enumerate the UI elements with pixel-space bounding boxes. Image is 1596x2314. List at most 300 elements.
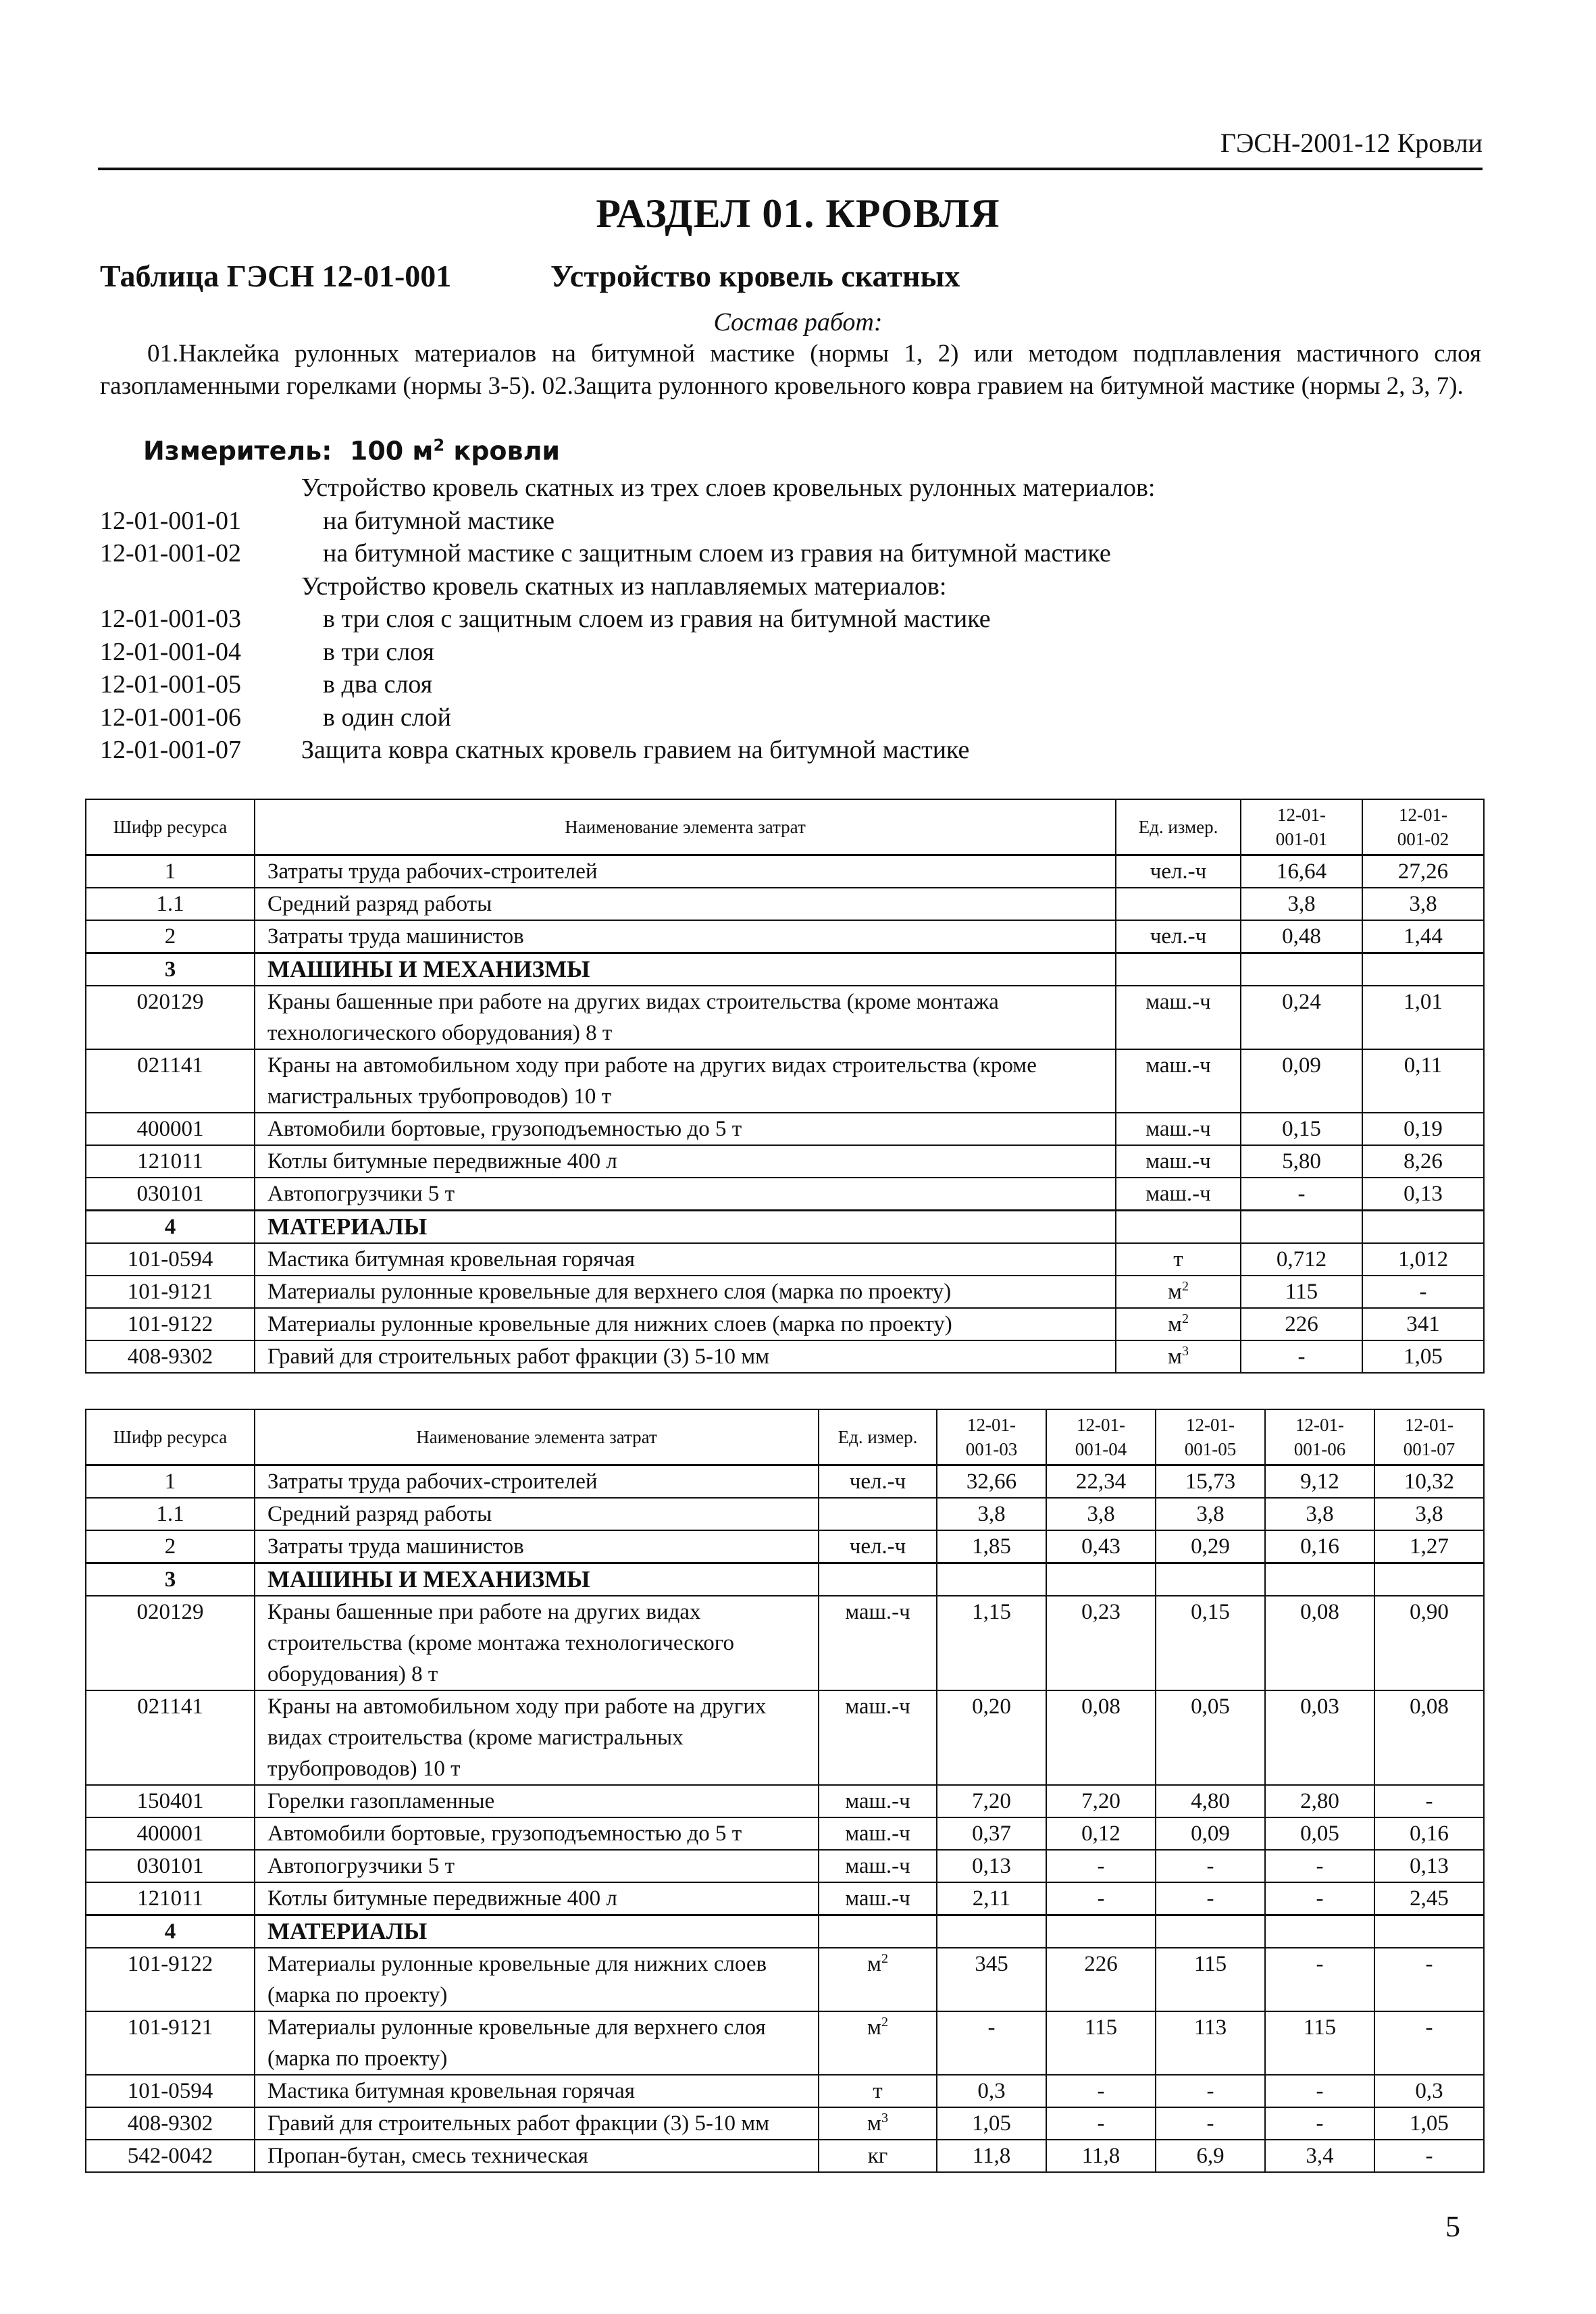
unit-cell xyxy=(819,1465,937,1499)
cost-element-name: Краны башенные при работе на других видах строительства (кроме монтажа технологического оборудования) 8 т xyxy=(255,1596,819,1690)
table-row xyxy=(86,1178,1484,1211)
norm-value: 0,13 xyxy=(937,1850,1046,1882)
norm-value: 0,05 xyxy=(1265,1817,1374,1850)
work-composition-text: 01.Наклейка рулонных материалов на битумной мастике (нормы 1, 2) или методом подплавления мастичного слоя газопламенными горелками (нормы 3-5). 02.Защита рулонного кровельного ковра гравием на битумной мастике (нормы 2, 3, 7). xyxy=(100,340,1481,400)
table-row xyxy=(86,1817,1484,1850)
norm-value: 1,05 xyxy=(1374,2107,1484,2140)
unit-cell xyxy=(819,2140,937,2172)
norm-value: 27,26 xyxy=(1362,855,1484,888)
unit-cell xyxy=(819,2011,937,2075)
table-row xyxy=(86,2075,1484,2107)
table-code: Таблица ГЭСН 12-01-001 xyxy=(100,259,452,293)
col-header-resource-code: Шифр ресурса xyxy=(86,1409,255,1465)
cost-element-name: Горелки газопламенные xyxy=(255,1785,819,1817)
cost-element-name: Материалы рулонные кровельные для верхнего слоя (марка по проекту) xyxy=(255,2011,819,2075)
norm-value: - xyxy=(1046,2075,1156,2107)
norm-value: 341 xyxy=(1362,1308,1484,1340)
resource-code: 021141 xyxy=(86,1690,255,1785)
norm-value: 0,90 xyxy=(1374,1596,1484,1690)
norm-value: 226 xyxy=(1046,1948,1156,2011)
norm-value: 3,8 xyxy=(937,1498,1046,1530)
norm-text: Защита ковра скатных кровель гравием на битумной мастике xyxy=(301,736,970,764)
table-row xyxy=(86,1340,1484,1373)
norm-code: 12-01-001-06 xyxy=(100,703,241,732)
table-title: Устройство кровель скатных xyxy=(550,259,960,293)
norm-value: 115 xyxy=(1156,1948,1265,2011)
norm-value: 7,20 xyxy=(1046,1785,1156,1817)
table-row xyxy=(86,1145,1484,1178)
col-header-norm-2: 12-01- 001-02 xyxy=(1362,799,1484,855)
norm-value: 0,37 xyxy=(937,1817,1046,1850)
norm-value: 0,29 xyxy=(1156,1530,1265,1563)
table-row xyxy=(86,1596,1484,1690)
norm-value xyxy=(1374,1563,1484,1596)
norm-value: 115 xyxy=(1265,2011,1374,2075)
resource-code: 020129 xyxy=(86,986,255,1049)
unit-cell xyxy=(819,2107,937,2140)
norm-value: 1,15 xyxy=(937,1596,1046,1690)
col-header-norm-1: 12-01- 001-01 xyxy=(1241,799,1362,855)
norm-value xyxy=(1241,1211,1362,1244)
unit-cell xyxy=(1116,1145,1241,1178)
unit-superscript: 2 xyxy=(1181,1279,1189,1294)
norm-value: 0,3 xyxy=(937,2075,1046,2107)
norm-value xyxy=(1156,1915,1265,1948)
norm-value: - xyxy=(1265,2075,1374,2107)
unit-cell xyxy=(819,1882,937,1915)
norm-text: в один слой xyxy=(323,703,452,732)
cost-element-name: Средний разряд работы xyxy=(255,888,1116,920)
norm-code: 12-01-001-04 xyxy=(100,637,241,666)
unit-text: чел.-ч xyxy=(849,1534,906,1559)
unit-superscript: 2 xyxy=(881,1951,888,1966)
norm-value: 226 xyxy=(1241,1308,1362,1340)
unit-text: чел.-ч xyxy=(1150,859,1207,884)
norm-value: 0,19 xyxy=(1362,1113,1484,1145)
resource-code: 030101 xyxy=(86,1178,255,1211)
cost-element-name: Материалы рулонные кровельные для нижних слоев (марка по проекту) xyxy=(255,1948,819,2011)
norm-value: 1,05 xyxy=(1362,1340,1484,1373)
unit-label: Измеритель: xyxy=(143,436,332,466)
norm-value: - xyxy=(1362,1276,1484,1308)
norm-value: 113 xyxy=(1156,2011,1265,2075)
norm-value: - xyxy=(1265,1882,1374,1915)
norm-value: 2,45 xyxy=(1374,1882,1484,1915)
cost-element-name: Автопогрузчики 5 т xyxy=(255,1178,1116,1211)
cost-element-name: Котлы битумные передвижные 400 л xyxy=(255,1882,819,1915)
table-header-row xyxy=(86,1409,1484,1465)
cost-element-name: МАШИНЫ И МЕХАНИЗМЫ xyxy=(255,953,1116,986)
norm-code: 12-01-001-01 xyxy=(100,506,241,535)
cost-element-name: Гравий для строительных работ фракции (3) 5-10 мм xyxy=(255,2107,819,2140)
table-row xyxy=(86,1498,1484,1530)
unit-cell xyxy=(1116,1276,1241,1308)
norm-value: 0,08 xyxy=(1374,1690,1484,1785)
norm-text: в три слоя с защитным слоем из гравия на битумной мастике xyxy=(323,605,991,633)
norm-value: - xyxy=(1156,2075,1265,2107)
unit-value: 100 м xyxy=(349,436,434,466)
table-row xyxy=(86,1465,1484,1499)
cost-element-name: Краны башенные при работе на других видах строительства (кроме монтажа технологического оборудования) 8 т xyxy=(255,986,1116,1049)
table-group-heading-row xyxy=(86,1211,1484,1244)
unit-cell xyxy=(1116,953,1241,986)
unit-text: маш.-ч xyxy=(1145,990,1211,1014)
table-header-row xyxy=(86,799,1484,855)
unit-cell xyxy=(819,1498,937,1530)
norm-value: - xyxy=(1046,1882,1156,1915)
norm-value: 4,80 xyxy=(1156,1785,1265,1817)
cost-element-name: Затраты труда машинистов xyxy=(255,920,1116,953)
resource-code: 1.1 xyxy=(86,888,255,920)
col-header-norm-2: 12-01- 001-04 xyxy=(1046,1409,1156,1465)
col-header-resource-code: Шифр ресурса xyxy=(86,799,255,855)
col-header-norm-5: 12-01- 001-07 xyxy=(1374,1409,1484,1465)
norm-value: 3,4 xyxy=(1265,2140,1374,2172)
norm-value: 0,11 xyxy=(1362,1049,1484,1113)
table-row xyxy=(86,1530,1484,1563)
norm-value: 1,27 xyxy=(1374,1530,1484,1563)
unit-cell xyxy=(819,1817,937,1850)
unit-text: маш.-ч xyxy=(845,1854,910,1878)
unit-text: маш.-ч xyxy=(845,1789,910,1813)
resource-table-1 xyxy=(85,799,1485,1374)
table-row xyxy=(86,1308,1484,1340)
norm-value: 10,32 xyxy=(1374,1465,1484,1499)
col-header-norm-4: 12-01- 001-06 xyxy=(1265,1409,1374,1465)
table-row xyxy=(86,1276,1484,1308)
norm-value: - xyxy=(1241,1340,1362,1373)
cost-element-name: Мастика битумная кровельная горячая xyxy=(255,2075,819,2107)
norm-value xyxy=(1374,1915,1484,1948)
cost-element-name: Котлы битумные передвижные 400 л xyxy=(255,1145,1116,1178)
norm-code: 12-01-001-03 xyxy=(100,605,241,633)
norm-value: - xyxy=(1374,1948,1484,2011)
norm-code: 12-01-001-07 xyxy=(100,736,241,764)
unit-cell xyxy=(819,1596,937,1690)
norm-text: в три слоя xyxy=(323,637,434,666)
norm-value: 0,09 xyxy=(1156,1817,1265,1850)
resource-code: 2 xyxy=(86,920,255,953)
unit-text: т xyxy=(873,2079,883,2103)
norm-value: 22,34 xyxy=(1046,1465,1156,1499)
norm-value xyxy=(1241,953,1362,986)
norm-value: 0,712 xyxy=(1241,1243,1362,1276)
norm-value: 0,12 xyxy=(1046,1817,1156,1850)
norm-value: - xyxy=(1046,2107,1156,2140)
col-header-cost-element: Наименование элемента затрат xyxy=(255,799,1116,855)
resource-code: 101-9122 xyxy=(86,1308,255,1340)
unit-cell xyxy=(819,1948,937,2011)
unit-tail: кровли xyxy=(444,436,561,466)
norm-value: 0,13 xyxy=(1362,1178,1484,1211)
unit-cell xyxy=(819,1785,937,1817)
unit-cell xyxy=(1116,1308,1241,1340)
cost-element-name: Пропан-бутан, смесь техническая xyxy=(255,2140,819,2172)
norm-value: - xyxy=(1374,2011,1484,2075)
norm-value: 0,15 xyxy=(1241,1113,1362,1145)
norm-value: 15,73 xyxy=(1156,1465,1265,1499)
norm-value: 0,48 xyxy=(1241,920,1362,953)
norm-value xyxy=(937,1563,1046,1596)
norm-value: 3,8 xyxy=(1156,1498,1265,1530)
unit-text: чел.-ч xyxy=(849,1469,906,1494)
norm-value: 0,16 xyxy=(1265,1530,1374,1563)
unit-superscript: 3 xyxy=(881,2111,888,2126)
norm-value: 3,8 xyxy=(1265,1498,1374,1530)
table-group-heading-row xyxy=(86,953,1484,986)
table-row xyxy=(86,986,1484,1049)
norm-text: на битумной мастике xyxy=(323,506,555,535)
cost-element-name: Мастика битумная кровельная горячая xyxy=(255,1243,1116,1276)
unit-text: маш.-ч xyxy=(845,1886,910,1911)
norm-value: 6,9 xyxy=(1156,2140,1265,2172)
norm-value: 3,8 xyxy=(1046,1498,1156,1530)
unit-text: м xyxy=(867,2015,881,2040)
resource-code: 3 xyxy=(86,1563,255,1596)
norm-value: 3,8 xyxy=(1362,888,1484,920)
table-row xyxy=(86,1049,1484,1113)
table-row xyxy=(86,1113,1484,1145)
cost-element-name: Автомобили бортовые, грузоподъемностью до 5 т xyxy=(255,1817,819,1850)
norm-value: 345 xyxy=(937,1948,1046,2011)
cost-element-name: Затраты труда машинистов xyxy=(255,1530,819,1563)
norm-value: 1,012 xyxy=(1362,1243,1484,1276)
norm-value: 0,24 xyxy=(1241,986,1362,1049)
col-header-norm-3: 12-01- 001-05 xyxy=(1156,1409,1265,1465)
norm-value: 1,85 xyxy=(937,1530,1046,1563)
norm-value: - xyxy=(1265,1948,1374,2011)
unit-cell xyxy=(1116,920,1241,953)
unit-text: маш.-ч xyxy=(845,1600,910,1624)
norm-value xyxy=(1046,1915,1156,1948)
unit-text: кг xyxy=(867,2144,888,2168)
norm-value: - xyxy=(1156,1882,1265,1915)
norm-value: - xyxy=(1046,1850,1156,1882)
col-header-cost-element: Наименование элемента затрат xyxy=(255,1409,819,1465)
table-row xyxy=(86,2011,1484,2075)
unit-cell xyxy=(819,1915,937,1948)
col-header-unit: Ед. измер. xyxy=(1116,799,1241,855)
unit-cell xyxy=(819,1530,937,1563)
unit-cell xyxy=(1116,1340,1241,1373)
norm-value: 0,13 xyxy=(1374,1850,1484,1882)
norm-value: 3,8 xyxy=(1241,888,1362,920)
unit-cell xyxy=(1116,888,1241,920)
norm-value: - xyxy=(1374,2140,1484,2172)
norm-value xyxy=(937,1915,1046,1948)
norm-value xyxy=(1362,1211,1484,1244)
cost-element-name: Краны на автомобильном ходу при работе на других видах строительства (кроме магистральных трубопроводов) 10 т xyxy=(255,1690,819,1785)
norm-value: 2,11 xyxy=(937,1882,1046,1915)
norm-value: 8,26 xyxy=(1362,1145,1484,1178)
norm-value xyxy=(1265,1915,1374,1948)
cost-element-name: Автопогрузчики 5 т xyxy=(255,1850,819,1882)
norm-value: 0,05 xyxy=(1156,1690,1265,1785)
table-row xyxy=(86,888,1484,920)
unit-text: маш.-ч xyxy=(845,1821,910,1846)
col-header-unit: Ед. измер. xyxy=(819,1409,937,1465)
table-row xyxy=(86,855,1484,888)
unit-text: м xyxy=(867,1952,881,1976)
cost-element-name: Гравий для строительных работ фракции (3) 5-10 мм xyxy=(255,1340,1116,1373)
unit-text: чел.-ч xyxy=(1150,924,1207,949)
norm-value: 2,80 xyxy=(1265,1785,1374,1817)
unit-cell xyxy=(1116,1178,1241,1211)
unit-text: маш.-ч xyxy=(1145,1053,1211,1078)
resource-code: 1 xyxy=(86,1465,255,1499)
work-composition-heading: Состав работ: xyxy=(713,308,883,336)
norm-value: - xyxy=(1156,1850,1265,1882)
unit-text: м xyxy=(1168,1280,1182,1304)
norm-value: - xyxy=(1156,2107,1265,2140)
unit-cell xyxy=(1116,1243,1241,1276)
unit-cell xyxy=(819,1563,937,1596)
cost-element-name: Материалы рулонные кровельные для нижних слоев (марка по проекту) xyxy=(255,1308,1116,1340)
table-row xyxy=(86,1948,1484,2011)
unit-text: т xyxy=(1173,1247,1183,1272)
resource-code: 101-0594 xyxy=(86,1243,255,1276)
unit-cell xyxy=(1116,1113,1241,1145)
table-row xyxy=(86,2107,1484,2140)
resource-code: 101-9121 xyxy=(86,2011,255,2075)
norm-text: на битумной мастике с защитным слоем из гравия на битумной мастике xyxy=(323,539,1111,568)
norm-value: 0,08 xyxy=(1265,1596,1374,1690)
resource-code: 121011 xyxy=(86,1882,255,1915)
norm-value: 1,01 xyxy=(1362,986,1484,1049)
resource-code: 408-9302 xyxy=(86,2107,255,2140)
resource-table-2 xyxy=(85,1409,1485,2173)
resource-code: 400001 xyxy=(86,1113,255,1145)
norm-value xyxy=(1156,1563,1265,1596)
unit-text: м xyxy=(1168,1312,1182,1336)
norm-group-heading: Устройство кровель скатных из наплавляемых материалов: xyxy=(301,572,947,601)
norm-value xyxy=(1265,1563,1374,1596)
norm-code: 12-01-001-05 xyxy=(100,670,241,699)
norm-value: 0,09 xyxy=(1241,1049,1362,1113)
cost-element-name: Затраты труда рабочих-строителей xyxy=(255,855,1116,888)
unit-cell xyxy=(1116,1211,1241,1244)
resource-code: 1.1 xyxy=(86,1498,255,1530)
norm-value: - xyxy=(1374,1785,1484,1817)
table-row xyxy=(86,2140,1484,2172)
norm-value xyxy=(1046,1563,1156,1596)
resource-code: 030101 xyxy=(86,1850,255,1882)
cost-element-name: Материалы рулонные кровельные для верхнего слоя (марка по проекту) xyxy=(255,1276,1116,1308)
norm-value: - xyxy=(1265,2107,1374,2140)
table-row xyxy=(86,920,1484,953)
resource-code: 542-0042 xyxy=(86,2140,255,2172)
norm-value: - xyxy=(1265,1850,1374,1882)
cost-element-name: Краны на автомобильном ходу при работе на других видах строительства (кроме магистральных трубопроводов) 10 т xyxy=(255,1049,1116,1113)
resource-code: 121011 xyxy=(86,1145,255,1178)
norm-value: 0,20 xyxy=(937,1690,1046,1785)
table-row xyxy=(86,1243,1484,1276)
resource-code: 400001 xyxy=(86,1817,255,1850)
norm-value: 9,12 xyxy=(1265,1465,1374,1499)
col-header-norm-1: 12-01- 001-03 xyxy=(937,1409,1046,1465)
norm-value: 115 xyxy=(1241,1276,1362,1308)
unit-sup: 2 xyxy=(433,436,445,455)
table-group-heading-row xyxy=(86,1915,1484,1948)
unit-superscript: 3 xyxy=(1181,1344,1189,1359)
norm-value: - xyxy=(937,2011,1046,2075)
norm-value: 1,05 xyxy=(937,2107,1046,2140)
norm-value: 0,3 xyxy=(1374,2075,1484,2107)
norm-value: 0,23 xyxy=(1046,1596,1156,1690)
table-row xyxy=(86,1785,1484,1817)
resource-code: 4 xyxy=(86,1915,255,1948)
norm-value: 5,80 xyxy=(1241,1145,1362,1178)
resource-code: 021141 xyxy=(86,1049,255,1113)
norm-group-heading: Устройство кровель скатных из трех слоев кровельных рулонных материалов: xyxy=(301,474,1156,502)
resource-code: 020129 xyxy=(86,1596,255,1690)
running-header: ГЭСН-2001-12 Кровли xyxy=(1220,128,1483,158)
resource-code: 3 xyxy=(86,953,255,986)
norm-value: 0,08 xyxy=(1046,1690,1156,1785)
cost-element-name: МАШИНЫ И МЕХАНИЗМЫ xyxy=(255,1563,819,1596)
unit-text: маш.-ч xyxy=(845,1694,910,1719)
resource-code: 101-9121 xyxy=(86,1276,255,1308)
section-title: РАЗДЕЛ 01. КРОВЛЯ xyxy=(596,191,1000,236)
unit-text: маш.-ч xyxy=(1145,1149,1211,1174)
page-number: 5 xyxy=(1445,2210,1460,2243)
unit-cell xyxy=(819,1850,937,1882)
unit-cell xyxy=(1116,855,1241,888)
norm-value: - xyxy=(1241,1178,1362,1211)
unit-text: м xyxy=(1168,1344,1182,1369)
norm-value: 32,66 xyxy=(937,1465,1046,1499)
header-rule xyxy=(98,168,1483,170)
norm-value: 115 xyxy=(1046,2011,1156,2075)
resource-code: 1 xyxy=(86,855,255,888)
norm-value: 11,8 xyxy=(937,2140,1046,2172)
unit-cell xyxy=(819,2075,937,2107)
cost-element-name: Средний разряд работы xyxy=(255,1498,819,1530)
cost-element-name: МАТЕРИАЛЫ xyxy=(255,1211,1116,1244)
unit-superscript: 2 xyxy=(1181,1311,1189,1326)
norm-code: 12-01-001-02 xyxy=(100,539,241,568)
cost-element-name: Автомобили бортовые, грузоподъемностью до 5 т xyxy=(255,1113,1116,1145)
norm-value: 7,20 xyxy=(937,1785,1046,1817)
resource-code: 4 xyxy=(86,1211,255,1244)
unit-of-measure xyxy=(143,436,560,466)
table-row xyxy=(86,1850,1484,1882)
cost-element-name: Затраты труда рабочих-строителей xyxy=(255,1465,819,1499)
norm-value: 1,44 xyxy=(1362,920,1484,953)
unit-text: м xyxy=(867,2111,881,2136)
unit-cell xyxy=(1116,1049,1241,1113)
cost-element-name: МАТЕРИАЛЫ xyxy=(255,1915,819,1948)
table-row xyxy=(86,1690,1484,1785)
norm-value: 0,43 xyxy=(1046,1530,1156,1563)
resource-code: 2 xyxy=(86,1530,255,1563)
norm-value xyxy=(1362,953,1484,986)
table-group-heading-row xyxy=(86,1563,1484,1596)
unit-superscript: 2 xyxy=(881,2015,888,2030)
resource-code: 101-9122 xyxy=(86,1948,255,2011)
resource-code: 150401 xyxy=(86,1785,255,1817)
norm-value: 3,8 xyxy=(1374,1498,1484,1530)
unit-text: маш.-ч xyxy=(1145,1182,1211,1206)
norm-value: 0,15 xyxy=(1156,1596,1265,1690)
unit-cell xyxy=(819,1690,937,1785)
norm-value: 0,03 xyxy=(1265,1690,1374,1785)
norm-value: 11,8 xyxy=(1046,2140,1156,2172)
resource-code: 408-9302 xyxy=(86,1340,255,1373)
table-row xyxy=(86,1882,1484,1915)
unit-text: маш.-ч xyxy=(1145,1117,1211,1141)
unit-cell xyxy=(1116,986,1241,1049)
